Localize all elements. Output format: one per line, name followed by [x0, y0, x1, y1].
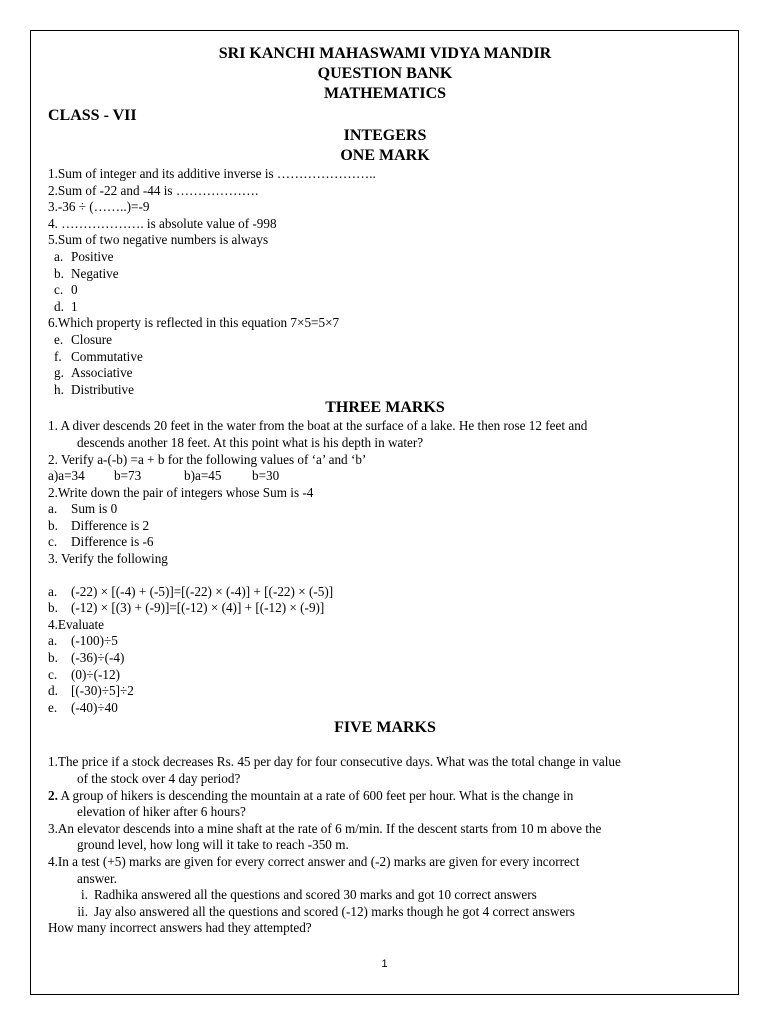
sub-question: [48, 887, 722, 904]
question-text: 1. A diver descends 20 feet in the water from the boat at the surface of a lake. He then rose 12 feet and: [48, 418, 588, 434]
option-item: [48, 700, 722, 717]
option-item: [48, 584, 722, 601]
option-label: b.: [54, 265, 64, 281]
option-label: a.: [48, 583, 58, 599]
document-type: QUESTION BANK: [317, 65, 453, 82]
option-text: Negative: [71, 265, 119, 281]
option-text: [(-30)÷5]÷2: [71, 683, 134, 699]
option-text: Commutative: [71, 348, 143, 364]
option-label: d.: [48, 683, 58, 699]
option-text: Associative: [71, 365, 133, 381]
question-text: 4.Evaluate: [48, 616, 105, 632]
question-text: 2. Verify a-(-b) =a + b for the following values of ‘a’ and ‘b’: [48, 451, 367, 467]
option-label: b.: [48, 517, 58, 533]
subject-title: MATHEMATICS: [323, 85, 447, 102]
question-continuation: answer.: [77, 870, 117, 886]
option-label: a.: [54, 248, 64, 264]
option-item: [48, 633, 722, 650]
value-text: b)a=45: [184, 468, 222, 484]
option-text: (-22) × [(-4) + (-5)]=[(-22) × (-4)] + [(-22) × (-5)]: [71, 583, 334, 599]
option-label: f.: [54, 348, 62, 364]
three-marks-heading: THREE MARKS: [325, 399, 445, 417]
option-item: [48, 501, 722, 518]
option-text: (-100)÷5: [71, 633, 118, 649]
page-content: [48, 44, 722, 937]
option-label: a.: [48, 633, 58, 649]
question-continuation: elevation of hiker after 6 hours?: [77, 804, 246, 820]
question-number: 2.: [48, 787, 58, 803]
question-text: 3. Verify the following: [48, 551, 168, 567]
question-text: 4.In a test (+5) marks are given for every correct answer and (-2) marks are given for every incorrect: [48, 853, 580, 869]
question-continuation: ground level, how long will it take to reach -350 m.: [77, 837, 349, 853]
option-item: [48, 382, 722, 399]
class-label: CLASS - VII: [48, 107, 137, 124]
value-text: a)a=34: [48, 468, 85, 484]
option-item: [48, 266, 722, 283]
option-label: g.: [54, 365, 64, 381]
question-text: 1.Sum of integer and its additive inverse is …………………..: [48, 166, 376, 181]
sub-question-label: ii.: [77, 903, 88, 919]
blank-line: [48, 738, 722, 754]
option-item: [48, 600, 722, 617]
sub-question-label: i.: [81, 887, 88, 903]
option-item: [48, 534, 722, 551]
option-item: [48, 667, 722, 684]
option-text: Sum is 0: [71, 501, 118, 517]
document-page: [30, 30, 739, 995]
option-text: (-36)÷(-4): [71, 650, 125, 666]
question-continuation: descends another 18 feet. At this point what is his depth in water?: [77, 434, 424, 450]
given-values: [48, 468, 722, 485]
question-text: How many incorrect answers had they attempted?: [48, 920, 312, 936]
page-number: 1: [381, 958, 388, 970]
option-text: 1: [71, 298, 78, 314]
question-text: 2.Write down the pair of integers whose Sum is -4: [48, 484, 314, 500]
option-label: c.: [54, 282, 64, 298]
option-label: e.: [54, 331, 64, 347]
option-item: [48, 365, 722, 382]
option-item: [48, 249, 722, 266]
blank-line: [48, 568, 722, 584]
school-name: SRI KANCHI MAHASWAMI VIDYA MANDIR: [218, 45, 552, 62]
question-text: 4. ………………. is absolute value of -998: [48, 215, 277, 231]
option-item: [48, 299, 722, 316]
option-label: a.: [48, 501, 58, 517]
question-text: 6.Which property is reflected in this equation 7×5=5×7: [48, 315, 340, 331]
option-text: Closure: [71, 331, 113, 347]
value-text: b=30: [252, 468, 280, 484]
option-item: [48, 650, 722, 667]
option-label: b.: [48, 650, 58, 666]
question-text: 3.An elevator descends into a mine shaft at the rate of 6 m/min. If the descent starts from 10 m above the: [48, 820, 602, 836]
option-label: c.: [48, 666, 58, 682]
option-text: Positive: [71, 248, 114, 264]
option-text: 0: [71, 282, 78, 298]
option-label: b.: [48, 600, 58, 616]
sub-question-text: Radhika answered all the questions and scored 30 marks and got 10 correct answers: [94, 887, 537, 903]
question-body: A group of hikers is descending the mountain at a rate of 600 feet per hour. What is the change in: [57, 787, 574, 803]
five-marks-heading: FIVE MARKS: [334, 719, 436, 737]
question-text: 2.Sum of -22 and -44 is ……………….: [48, 182, 259, 198]
sub-question-text: Jay also answered all the questions and scored (-12) marks though he got 4 correct answers: [94, 903, 575, 919]
option-label: h.: [54, 381, 64, 397]
option-item: [48, 332, 722, 349]
option-item: [48, 282, 722, 299]
one-mark-heading: ONE MARK: [340, 147, 430, 164]
chapter-title: INTEGERS: [343, 127, 427, 144]
question-text: 3.-36 ÷ (……..)=-9: [48, 199, 150, 215]
question-text: 5.Sum of two negative numbers is always: [48, 232, 269, 248]
sub-question: [48, 904, 722, 921]
option-text: Difference is 2: [71, 517, 150, 533]
option-text: Distributive: [71, 381, 135, 397]
option-text: (-40)÷40: [71, 699, 118, 715]
option-text: (0)÷(-12): [71, 666, 120, 682]
question-text: [48, 788, 722, 805]
option-label: e.: [48, 699, 58, 715]
option-item: [48, 518, 722, 535]
question-continuation: of the stock over 4 day period?: [77, 771, 241, 786]
option-text: Difference is -6: [71, 534, 154, 550]
option-item: [48, 683, 722, 700]
question-text: 1.The price if a stock decreases Rs. 45 per day for four consecutive days. What was the total change in value: [48, 754, 621, 770]
option-text: (-12) × [(3) + (-9)]=[(-12) × (4)] + [(-12) × (-9)]: [71, 600, 325, 616]
option-label: c.: [48, 534, 58, 550]
option-item: [48, 349, 722, 366]
option-label: d.: [54, 298, 64, 314]
value-text: b=73: [114, 468, 142, 484]
